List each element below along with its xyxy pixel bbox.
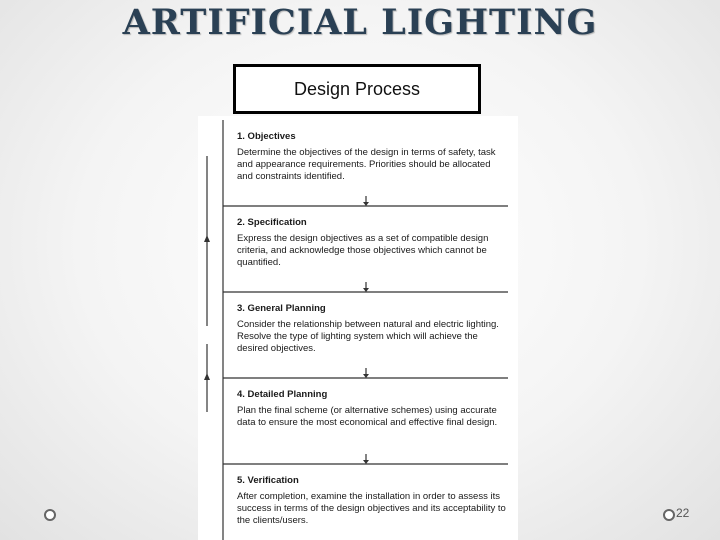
up-arrowhead — [204, 235, 210, 242]
slide-title: ARTIFICIAL LIGHTING — [122, 2, 598, 43]
step-description: Consider the relationship between natural and electric lighting. Resolve the type of lighting system which will achieve the desired objectives. — [237, 319, 499, 354]
step-specification — [237, 217, 507, 269]
step-verification — [237, 475, 507, 527]
page-number: 22 — [676, 506, 690, 520]
down-arrowhead — [363, 202, 369, 206]
step-general-planning — [237, 303, 507, 355]
diagram-header-label: Design Process — [293, 79, 421, 99]
step-title: 3. General Planning — [237, 303, 326, 314]
step-description: Plan the final scheme (or alternative schemes) using accurate data to ensure the most economical and effective final design. — [237, 405, 498, 428]
step-title: 5. Verification — [237, 475, 299, 486]
up-arrowhead — [204, 373, 210, 380]
design-process-diagram — [198, 116, 518, 540]
step-title: 4. Detailed Planning — [237, 389, 328, 400]
step-title: 2. Specification — [237, 217, 307, 228]
left-bullet-icon — [44, 509, 56, 521]
step-description: Express the design objectives as a set of compatible design criteria, and acknowledge those objectives which cannot be quantified. — [237, 233, 489, 268]
step-detailed-planning — [237, 389, 507, 429]
step-description: After completion, examine the installation in order to assess its success in terms of the design objectives and its acceptability to the clients/users. — [237, 491, 506, 526]
step-objectives — [237, 131, 507, 183]
step-title: 1. Objectives — [237, 131, 296, 142]
diagram-header-box — [233, 64, 481, 114]
right-bullet-icon — [663, 509, 675, 521]
step-description: Determine the objectives of the design in terms of safety, task and appearance requirements. Priorities should be allocated and constraints identified. — [237, 147, 496, 182]
